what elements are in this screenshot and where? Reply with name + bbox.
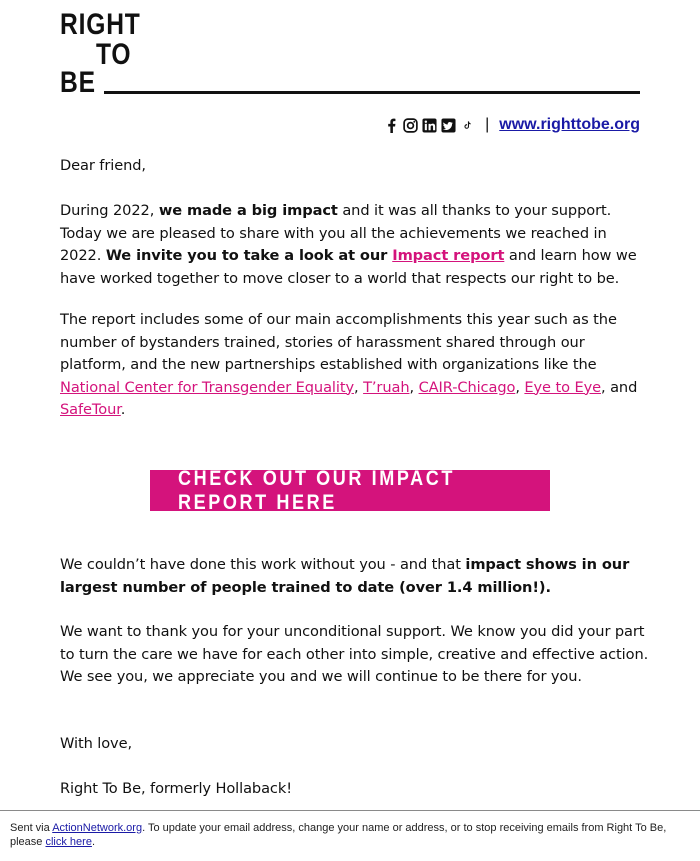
greeting-text: Dear friend, (60, 157, 146, 174)
footer-divider (0, 810, 700, 811)
link-ncte[interactable]: National Center for Transgender Equality (60, 378, 354, 396)
link-eye-to-eye[interactable]: Eye to Eye (524, 378, 601, 396)
impact-bold-1: we made a big impact (158, 202, 338, 219)
footer-text-1: Sent via (10, 822, 53, 834)
footer-text-2: . To update your email address, change your name or address, or to stop receiving emails from Right To Be, please (10, 822, 667, 848)
impact-text-2: and it was all thanks to your support. Today we are pleased to share with you all the achievements we reached in 2022. (60, 202, 612, 264)
twitter-icon[interactable] (441, 118, 456, 133)
report-paragraph (60, 309, 650, 422)
signoff-text: With love, (60, 735, 133, 752)
logo-word-right: RIGHT (60, 8, 141, 41)
social-links-row (384, 114, 640, 136)
thanks-text: We couldn’t have done this work without you - and that (60, 556, 466, 573)
impact-report-cta-button[interactable] (150, 466, 550, 514)
comma-3: , (515, 378, 525, 396)
instagram-icon[interactable] (403, 118, 418, 133)
report-text: The report includes some of our main accomplishments this year such as the number of bystanders trained, stories of harassment shared through our platform, and the new partnerships established with organizations like the (60, 311, 617, 373)
link-truah[interactable]: T’ruah (363, 378, 410, 396)
cta-label: CHECK OUT OUR IMPACT REPORT HERE (178, 466, 456, 514)
tiktok-icon[interactable] (460, 118, 475, 133)
actionnetwork-link[interactable]: ActionNetwork.org (52, 822, 143, 834)
impact-bold-2: We invite you to take a look at our (105, 247, 393, 264)
logo-word-be: BE (60, 66, 96, 99)
impact-text-1: During 2022, (60, 202, 159, 219)
support-paragraph: We want to thank you for your unconditional support. We know you did your part to turn the care we have for each other into simple, creative and effective action. We see you, we appreciate you and we will continue to be there for you. (60, 623, 649, 685)
website-link[interactable]: www.righttobe.org (499, 116, 640, 133)
comma-1: , (354, 378, 364, 396)
link-safetour[interactable]: SafeTour (60, 401, 121, 418)
signature-text: Right To Be, formerly Hollaback! (60, 780, 292, 797)
report-end: . (120, 401, 126, 418)
unsubscribe-link[interactable]: click here (45, 836, 92, 848)
social-separator: | (485, 116, 490, 133)
impact-paragraph (60, 200, 650, 290)
impact-text-3: and learn how we have worked together to move closer to a world that respects our right to be. (60, 247, 637, 287)
logo-word-to: TO (96, 38, 132, 71)
logo-rule (104, 91, 640, 94)
facebook-icon[interactable] (384, 118, 399, 133)
thanks-paragraph (60, 554, 650, 599)
and-text: , and (601, 378, 638, 396)
brand-logo (60, 8, 640, 100)
link-cair-chicago[interactable]: CAIR-Chicago (418, 378, 516, 396)
thanks-bold: impact shows in our largest number of people trained to date (over 1.4 million!). (60, 556, 630, 596)
impact-report-link[interactable]: Impact report (392, 247, 505, 264)
linkedin-icon[interactable] (422, 118, 437, 133)
footer (10, 821, 690, 849)
comma-2: , (409, 378, 419, 396)
footer-text-3: . (91, 836, 96, 848)
